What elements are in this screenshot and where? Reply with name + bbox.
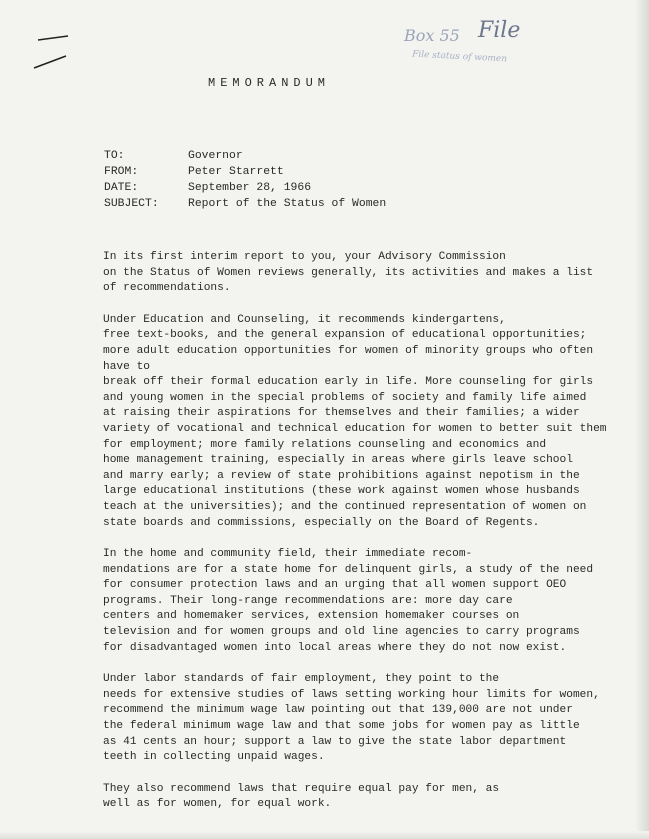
handwritten-slash-mark [28,28,78,78]
paragraph-equal-pay: They also recommend laws that require equal pay for men, as well as for women, for equal work. [103,782,500,811]
page-bottom-edge [0,831,649,839]
memo-from-row [104,164,386,180]
from-label: FROM: [104,166,139,178]
handwritten-note: File status of women [411,49,508,65]
handwritten-box-number: Box 55 [404,26,460,45]
paragraph-intro: In its first interim report to you, your Advisory Commission on the Status of Women reviews generally, its activities and makes a list of recommendations. [103,251,594,295]
paragraph-home-community: In the home and community field, their immediate recom- mendations are for a state home for delinquent girls, a study of the need for consumer protection laws and an urging that all women support OEO programs. Their long-range recommendations are: more day care centers and homemaker services, extension homemaker courses on television and for women groups and old line agencies to carry programs for disadvantaged women into local areas where they do not now exist. [103,548,594,654]
paragraph-labor: Under labor standards of fair employment, they point to the needs for extensive studies of laws setting working hour limits for women, recommend the minimum wage law pointing out that 139,000 are not under the federal minimum wage law and that some jobs for women pay as little as 41 cents an hour; support a law to give the state labor department teeth in collecting unpaid wages. [103,673,600,764]
from-value: Peter Starrett [188,166,284,178]
paragraph-education: Under Education and Counseling, it recommends kindergartens, free text-books, and the general expansion of educational opportunities; more adult education opportunities for women of minority groups who often have to break off their formal education early in life. More counseling for girls and young women in the special problems of society and family life aimed at raising their aspirations for themselves and their families; a wider variety of vocational and technical education for women to better suit them for employment; more family relations counseling and economics and home management training, especially in areas where girls leave school and marry early; a review of state prohibitions against nepotism in the large educational institutions (these work against women whose husbands teach at the universities); and the continued representation of women on state boards and commissions, especially on the Board of Regents. [103,313,607,529]
to-label: TO: [104,150,125,162]
date-label: DATE: [104,182,139,194]
date-value: September 28, 1966 [188,182,312,194]
memo-to-row [104,148,386,164]
subject-value: Report of the Status of Women [188,198,387,210]
page-edge-shadow [635,0,649,839]
memo-date-row [104,180,386,196]
handwritten-file: File [478,18,521,43]
handwritten-annotation [404,18,521,65]
memo-header [104,148,386,212]
memo-body [103,250,623,829]
to-value: Governor [188,150,243,162]
memo-title: MEMORANDUM [208,76,331,90]
subject-label: SUBJECT: [104,198,159,210]
memo-subject-row [104,196,386,212]
